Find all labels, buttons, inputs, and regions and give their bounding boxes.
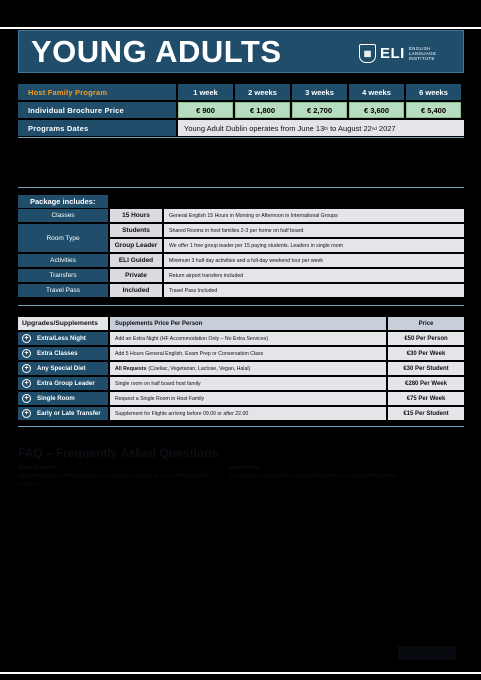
upgrades-heading: Upgrades/Supplements: [18, 317, 108, 330]
upgrade-description: [110, 347, 386, 360]
logo-mark: ELI: [380, 44, 405, 62]
logo-sub-line: ENGLISH: [408, 45, 431, 51]
faq-answer: Students can get off the program for each type of class as in the allocated ETS / Schools.: [18, 473, 213, 487]
package-heading: Package includes:: [18, 195, 108, 208]
program-label: Host Family Program: [18, 84, 176, 100]
upgrade-label: [18, 407, 108, 420]
faq-question: Special Diet: [228, 465, 260, 471]
price-column-header: Price: [388, 317, 464, 330]
package-value: ELI Guided: [110, 254, 162, 267]
package-label: Activities: [18, 254, 108, 267]
price-table: [18, 84, 464, 138]
upgrade-description-text: (Coeliac, Vegetarian, Lactose, Vegan, Halal): [148, 365, 251, 372]
upgrade-description-text: Request a Single Room in Host Family: [115, 395, 205, 402]
week-header: 2 weeks: [235, 84, 290, 100]
upgrade-description: [110, 392, 386, 405]
program-dates-text: [178, 120, 464, 136]
upgrade-label: [18, 377, 108, 390]
package-value: Private: [110, 269, 162, 282]
package-value: 15 Hours: [110, 209, 162, 222]
section-divider: [18, 137, 464, 138]
upgrade-description-text: Add an Extra Night (HF Accommodation Only – No Extra Services): [115, 335, 269, 342]
upgrade-label: [18, 332, 108, 345]
upgrade-description: [110, 407, 386, 420]
upgrade-label-text: Extra Group Leader: [37, 380, 95, 387]
supplement-column-header: Supplements Price Per Person: [110, 317, 386, 330]
week-header: 6 weeks: [406, 84, 461, 100]
upgrade-price: €15 Per Student: [388, 407, 464, 420]
package-label: Transfers: [18, 269, 108, 282]
dates-text-part: Young Adult Dublin operates from June 13: [184, 123, 325, 133]
upgrade-label: [18, 392, 108, 405]
package-description: Shared Rooms in host families 2-3 per home on half board: [164, 224, 464, 237]
top-border-line: [0, 27, 481, 29]
package-description: We offer 1 free group leader per 15 paying students. Leaders in single room: [164, 239, 464, 252]
logo-subtitle: [409, 46, 436, 61]
upgrade-label: [18, 362, 108, 375]
plus-circle-icon: +: [22, 349, 31, 358]
dates-text-part: 2027: [376, 123, 396, 133]
week-header: 4 weeks: [349, 84, 404, 100]
upgrade-description: [110, 362, 386, 375]
upgrade-label-text: Single Room: [37, 395, 75, 402]
plus-circle-icon: +: [22, 379, 31, 388]
package-row-travel-pass: [18, 284, 464, 297]
plus-circle-icon: +: [22, 394, 31, 403]
faq-answer: Any special request will be charged for delivery to applicable students.: [228, 473, 399, 479]
upgrade-row: [18, 332, 464, 345]
upgrade-description-text: Add 5 Hours General English, Exam Prep or Conversation Class: [115, 350, 264, 357]
package-description: Travel Pass Included: [164, 284, 464, 297]
package-row-room-type: [18, 224, 464, 252]
upgrade-price: €280 Per Week: [388, 377, 464, 390]
eli-logo: [359, 41, 449, 65]
plus-circle-icon: +: [22, 364, 31, 373]
package-description: Minimum 3 half day activities and a full-day weekend tour per week: [164, 254, 464, 267]
room-type-options: [108, 224, 464, 252]
brochure-price-label: Individual Brochure Price: [18, 102, 176, 118]
price-cell: € 5,400: [406, 102, 461, 118]
dates-row: [18, 120, 464, 136]
price-table-header-row: [18, 84, 464, 100]
upgrade-description-prefix: All Requests: [115, 365, 147, 372]
package-value: Group Leader: [110, 239, 162, 252]
package-value: Included: [110, 284, 162, 297]
faq-title: FAQ – Frequently Asked Questions: [18, 446, 219, 460]
page-title: YOUNG ADULTS: [31, 34, 282, 69]
page-header: [18, 30, 464, 73]
section-divider: [18, 426, 464, 427]
upgrade-description: [110, 377, 386, 390]
package-label: Room Type: [18, 224, 108, 252]
upgrade-description-text: Supplement for Flights arriving before 09.00 or after 22.00: [115, 410, 249, 417]
upgrade-row: [18, 362, 464, 375]
faq-left: [18, 464, 218, 488]
faq-question: Class Transfer: [18, 465, 56, 471]
price-cell: € 3,600: [349, 102, 404, 118]
logo-sub-line: INSTITUTE: [408, 55, 435, 61]
upgrades-header-row: [18, 317, 464, 330]
week-header: 3 weeks: [292, 84, 347, 100]
upgrade-row: [18, 407, 464, 420]
upgrade-label-text: Early or Late Transfer: [37, 410, 101, 417]
upgrade-description-text: Single room on half board host family: [115, 380, 201, 387]
section-divider: [18, 305, 464, 306]
price-cell: € 1,800: [235, 102, 290, 118]
logo-sub-line: LANGUAGE: [408, 50, 437, 56]
room-type-group-leader: [108, 239, 464, 252]
package-value: Students: [110, 224, 162, 237]
upgrade-row: [18, 392, 464, 405]
plus-circle-icon: +: [22, 334, 31, 343]
upgrade-row: [18, 377, 464, 390]
shield-icon: ▦: [359, 44, 376, 63]
dates-text-part: to August 22: [328, 123, 372, 133]
upgrade-label-text: Any Special Diet: [37, 365, 86, 372]
upgrade-label-text: Extra/Less Night: [37, 335, 86, 342]
package-description: General English 15 Hours in Morning or Afternoon in International Groups: [164, 209, 464, 222]
package-table: [18, 209, 464, 299]
package-label: Travel Pass: [18, 284, 108, 297]
room-type-students: [108, 224, 464, 237]
price-cell: € 2,700: [292, 102, 347, 118]
dates-ordinal: nd: [371, 125, 377, 131]
footer-badge: [398, 646, 456, 660]
section-divider: [18, 187, 464, 188]
package-row-classes: [18, 209, 464, 222]
package-label: Classes: [18, 209, 108, 222]
upgrade-price: €30 Per Week: [388, 347, 464, 360]
upgrade-label: [18, 347, 108, 360]
plus-circle-icon: +: [22, 409, 31, 418]
dates-ordinal: th: [324, 125, 329, 131]
faq-right: [228, 464, 428, 480]
package-description: Return airport transfers included: [164, 269, 464, 282]
bottom-border-line: [0, 672, 481, 674]
upgrades-table: [18, 317, 464, 422]
week-header: 1 week: [178, 84, 233, 100]
package-row-transfers: [18, 269, 464, 282]
price-cell: € 900: [178, 102, 233, 118]
price-row: [18, 102, 464, 118]
upgrade-price: €50 Per Person: [388, 332, 464, 345]
upgrade-price: €30 Per Student: [388, 362, 464, 375]
upgrade-label-text: Extra Classes: [37, 350, 78, 357]
program-dates-label: Programs Dates: [18, 120, 176, 136]
upgrade-row: [18, 347, 464, 360]
upgrade-description: [110, 332, 386, 345]
package-row-activities: [18, 254, 464, 267]
upgrade-price: €75 Per Week: [388, 392, 464, 405]
